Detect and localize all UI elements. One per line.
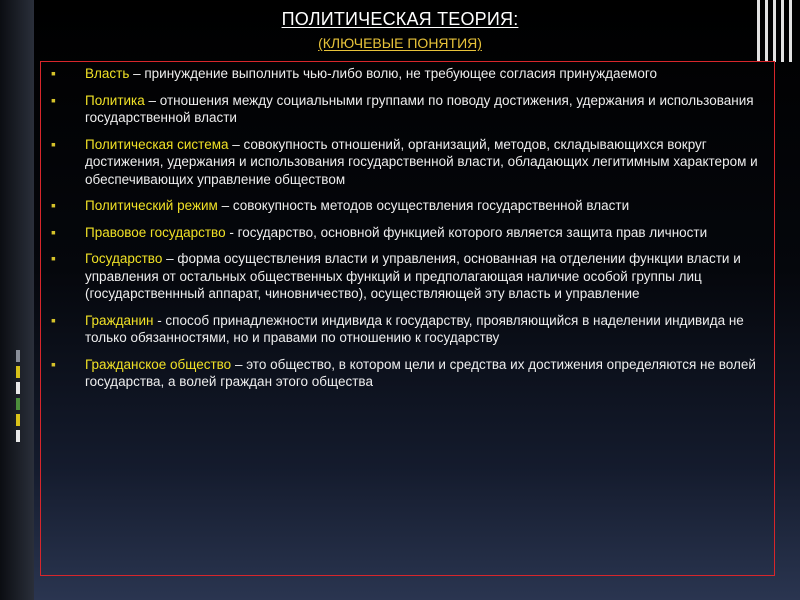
bullet-icon: ▪ — [51, 65, 56, 81]
content-frame — [40, 61, 775, 576]
term: Гражданин — [85, 312, 154, 328]
definition: - государство, основной функцией которого является защита прав личности — [225, 224, 708, 240]
definition: – форма осуществления власти и управления, основанная на отделении функции власти и управления от остальных общественных функций и предполагающая наличие особой группы лиц (государственнный аппарат, чиновничество), осуществляющей эту власть и управление — [85, 251, 741, 301]
term: Политика — [85, 92, 145, 108]
bullet-icon: ▪ — [51, 197, 56, 213]
list-item — [51, 197, 766, 215]
decor-square — [16, 382, 20, 394]
bullet-icon: ▪ — [51, 250, 56, 266]
decor-square — [16, 414, 20, 426]
term: Власть — [85, 66, 130, 81]
decor-square — [16, 398, 20, 410]
slide-title: ПОЛИТИЧЕСКАЯ ТЕОРИЯ: — [281, 9, 519, 29]
term: Политическая система — [85, 136, 229, 152]
term: Политический режим — [85, 198, 218, 213]
definition-list — [51, 65, 766, 400]
list-item — [51, 92, 766, 127]
list-item — [51, 136, 766, 189]
bullet-icon: ▪ — [51, 311, 56, 328]
decor-square — [16, 366, 20, 378]
bullet-icon: ▪ — [51, 135, 56, 152]
bullet-icon: ▪ — [51, 223, 56, 240]
list-item — [51, 224, 766, 242]
decor-square — [16, 350, 20, 362]
definition: – принуждение выполнить чью-либо волю, не требующее согласия принуждаемого — [129, 66, 657, 81]
definition: – отношения между социальными группами по поводу достижения, удержания и использования государственной власти — [85, 92, 754, 125]
definition: - способ принадлежности индивида к государству, проявляющийся в наделении индивида не только обязанностями, но и правами по отношению к государству — [85, 312, 744, 345]
bullet-icon: ▪ — [51, 355, 56, 372]
list-item — [51, 250, 766, 303]
definition: – это общество, в котором цели и средства их достижения определяются не волей государства, а волей граждан этого общества — [85, 356, 756, 389]
list-item — [51, 356, 766, 391]
term: Гражданское общество — [85, 356, 232, 372]
decor-square — [16, 430, 20, 442]
definition: – совокупность методов осуществления государственной власти — [217, 198, 630, 213]
term: Правовое государство — [85, 224, 226, 240]
slide-subtitle: (КЛЮЧЕВЫЕ ПОНЯТИЯ) — [318, 35, 482, 51]
list-item — [51, 312, 766, 347]
definition: – совокупность отношений, организаций, методов, складывающихся вокруг достижения, удержания и использования государственной власти, обладающих легитимным характером и обеспечивающих управление обществом — [85, 136, 758, 187]
list-item — [51, 65, 766, 83]
term: Государство — [85, 251, 163, 266]
bullet-icon: ▪ — [51, 91, 56, 108]
left-decorative-bar — [0, 0, 34, 600]
